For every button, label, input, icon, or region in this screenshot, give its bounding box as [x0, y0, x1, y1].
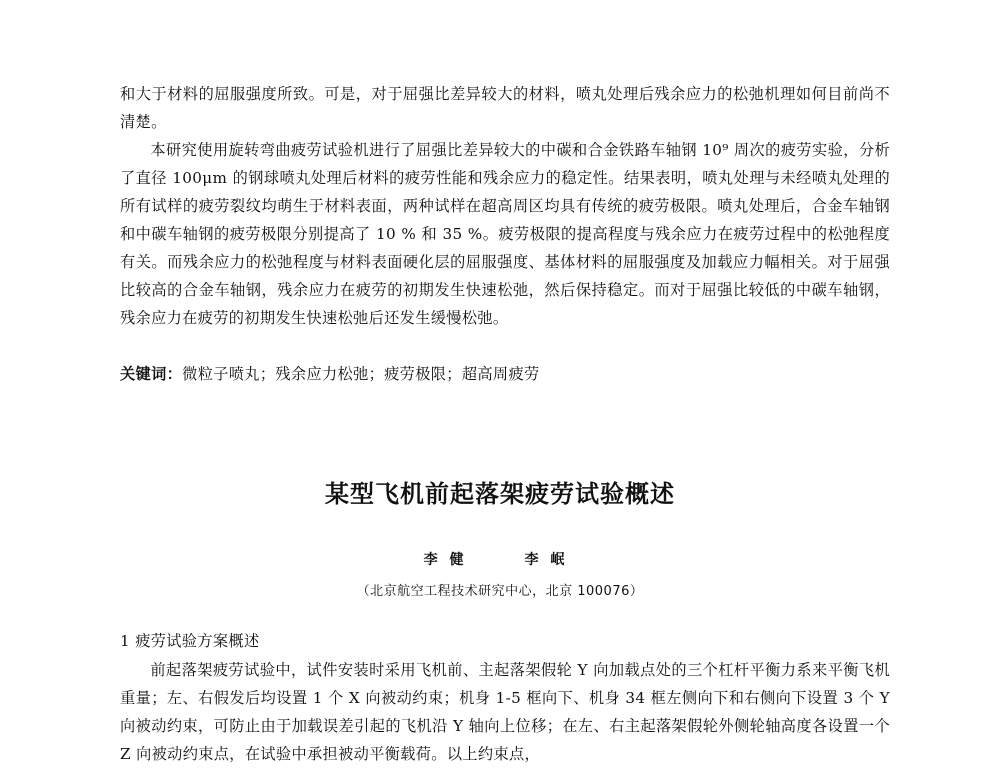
article-body-paragraph: 前起落架疲劳试验中，试件安装时采用飞机前、主起落架假轮 Y 向加载点处的三个杠杆平衡力系来平衡飞机重量；左、右假发后均设置 1 个 X 向被动约束；机身 1-5 框向下、机身 34 框左侧向下和右侧向下设置 3 个 Y 向被动约束，可防止由于加载误差引起的飞机沿 Y 轴向上位移；在左、右主起落架假轮外侧轮轴高度各设置一个 Z 向被动约束点，在试验中承担被动平衡载荷。以上约束点，: [120, 661, 890, 763]
keywords-label: 关键词：: [120, 365, 183, 383]
article-title: 某型飞机前起落架疲劳试验概述: [325, 480, 675, 508]
section-heading: 1 疲劳试验方案概述: [120, 632, 260, 650]
author-affiliation: （北京航空工程技术研究中心，北京 100076）: [356, 584, 644, 599]
author-name: 李健: [423, 552, 476, 568]
keywords-line: [120, 360, 890, 388]
author-name: 李岷: [524, 552, 577, 568]
previous-article-paragraph-1: 和大于材料的屈服强度所致。可是，对于屈强比差异较大的材料，喷丸处理后残余应力的松弛机理如何目前尚不清楚。: [120, 85, 890, 131]
previous-article-paragraph-2: 本研究使用旋转弯曲疲劳试验机进行了屈强比差异较大的中碳和合金铁路车轴钢 10⁹ 周次的疲劳实验，分析了直径 100μm 的钢球喷丸处理后材料的疲劳性能和残余应力的稳定性。结果表明，喷丸处理与未经喷丸处理的所有试样的疲劳裂纹均萌生于材料表面，两种试样在超高周区均具有传统的疲劳极限。喷丸处理后，合金车轴钢和中碳车轴钢的疲劳极限分别提高了 10 % 和 35 %。疲劳极限的提高程度与残余应力在疲劳过程中的松弛程度有关。而残余应力的松弛程度与材料表面硬化层的屈服强度、基体材料的屈服强度及加载应力幅相关。对于屈强比较高的合金车轴钢，残余应力在疲劳的初期发生快速松弛，然后保持稳定。而对于屈强比较低的中碳车轴钢，残余应力在疲劳的初期发生快速松弛后还发生缓慢松弛。: [120, 141, 890, 327]
author-list: [0, 549, 1000, 569]
keywords-text: 微粒子喷丸；残余应力松弛；疲劳极限；超高周疲劳: [182, 365, 540, 383]
